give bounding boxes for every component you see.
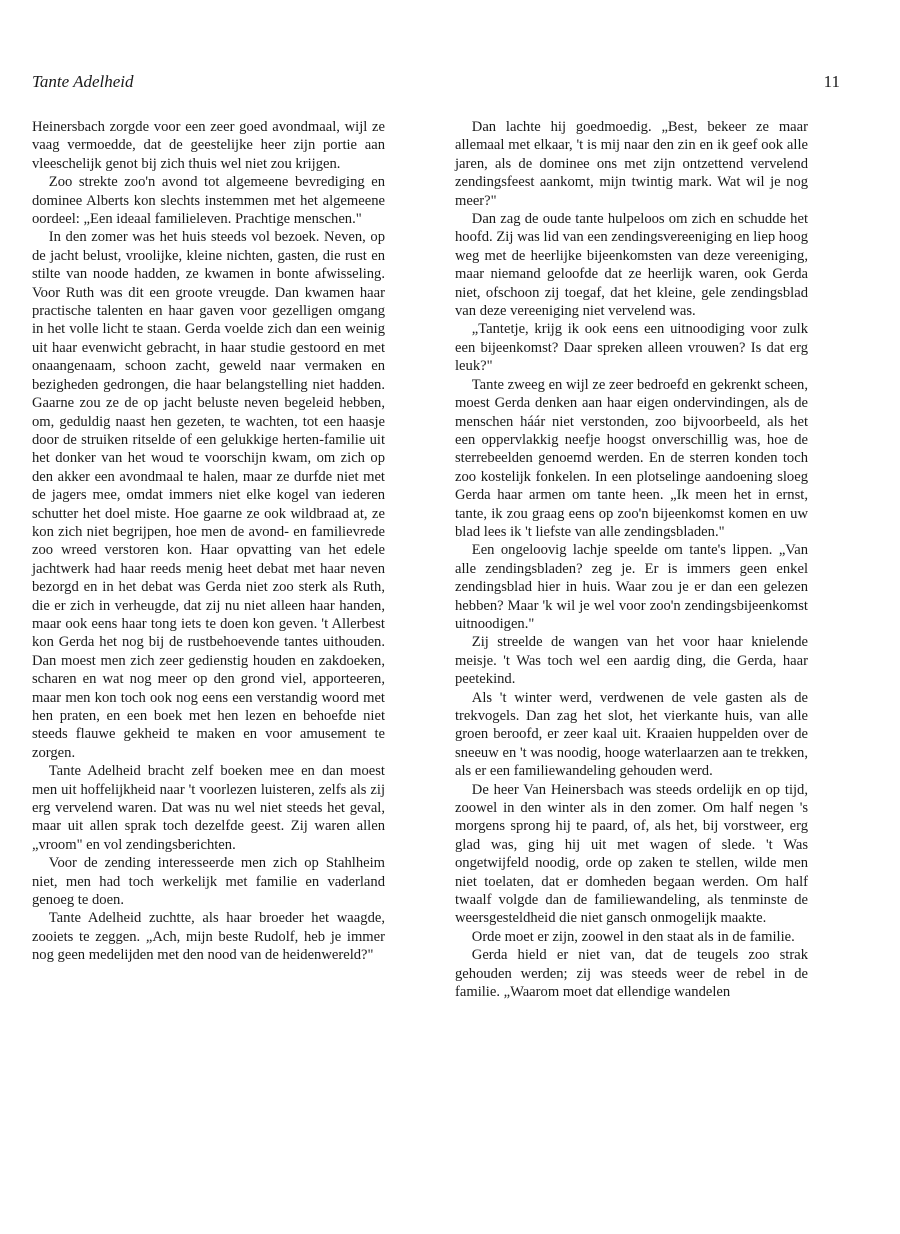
paragraph: Tante Adelheid bracht zelf boeken mee en dan moest men uit hoffelijkheid naar 't voorlezen luisteren, zelfs als zij erg vervelend waren. Dat was nu wel niet steeds het geval, maar uit allen sprak toch dezelfde geest. Zij waren allen „vroom" en vol zendingsberichten. (32, 763, 385, 853)
paragraph: Tante zweeg en wijl ze zeer bedroefd en gekrenkt scheen, moest Gerda denken aan haar eigen ondervindingen, als de menschen háár niet verstonden, zoo bijvoorbeeld, als het een oppervlakkig neefje hoogst onverschillig was, hoe de sterrebeelden genoemd werden. En de sterren konden toch zoo kostelijk fonkelen. In een plotselinge aandoening sloeg Gerda haar armen om tante heen. „Ik meen het in ernst, tante, ik zou graag eens op zoo'n bijeenkomst komen en uw blad lees ik 't liefste van alle zendingsbladen." (455, 376, 808, 540)
paragraph: Voor de zending interesseerde men zich op Stahlheim niet, men had toch werkelijk met familie en vaderland genoeg te doen. (32, 855, 385, 909)
paragraph: Gerda hield er niet van, dat de teugels zoo strak gehouden werden; zij was steeds weer de rebel in de familie. „Waarom moet dat ellendige wandelen (455, 947, 808, 1001)
left-column (32, 118, 385, 965)
right-column (455, 118, 808, 1002)
page-number: 11 (823, 72, 840, 91)
paragraph: De heer Van Heinersbach was steeds ordelijk en op tijd, zoowel in den winter als in den zomer. Om half negen 's morgens sprong hij te paard, of, als het, bij vorstweer, erg glad was, ging hij uit met wagen of slede. 't Was ongetwijfeld noodig, orde op zaken te stellen, wilde men niet toelaten, dat er domheden begaan werden. Om half twaalf volgde dan de familiewandeling, als tenminste de weersgesteldheid die niet gansch onmogelijk maakte. (455, 781, 808, 927)
paragraph: Orde moet er zijn, zoowel in den staat als in de familie. (471, 928, 795, 945)
paragraph: Zij streelde de wangen van het voor haar knielende meisje. 't Was toch wel een aardig ding, die Gerda, haar peetekind. (455, 634, 808, 688)
paragraph: Als 't winter werd, verdwenen de vele gasten als de trekvogels. Dan zag het slot, het vierkante huis, van alle groen beroofd, er zeer kaal uit. Kraaien huppelden over de sneeuw en 't was noodig, hooge waterlaarzen aan te trekken, als er een familiewandeling gehouden werd. (455, 689, 808, 780)
paragraph: In den zomer was het huis steeds vol bezoek. Neven, op de jacht belust, vroolijke, kleine nichten, gasten, die rust en stilte van noode hadden, ze kwamen in bonte afwisseling. Voor Ruth was dit een groote vreugde. Dan kwamen haar practische talenten en haar gaven voor gezelligen omgang in het volle licht te staan. Gerda voelde zich dan een weinig uit haar evenwicht gebracht, in haar studie gestoord en met onaangenaam, schoon zacht, geweld naar vermaken en bezigheden gedrongen, die haar belangstelling niet hadden. Gaarne zou ze de op jacht beluste neven begeleid hebben, om, geduldig naast hen gezeten, te wachten, tot een haasje door de struiken ritselde of een gelukkige herten-familie uit het donker van het woud te voorschijn kwam, om zich op den akker een avondmaal te halen, maar ze durfde niet met de jagers mee, omdat immers niet elke kogel van iederen schutter het doel miste. Hoe gaarne ze ook wildbraad at, ze kon zich niet begrijpen, hoe men de avond- en familievrede zoo wreed verstoren kon. Haar opvatting van het edele jachtwerk had haar reeds menig heet debat met haar neven bezorgd en in het debat was Gerda niet zoo sterk als Ruth, die er zich in verheugde, dat zij nu niet alleen haar handen, maar ook eens haar tong iets te doen kon geven. 't Allerbest kon Gerda het nog bij de rustbehoevende tantes uithouden. Dan moest men zich zeer gedienstig houden en zakdoeken, scharen en wat nog meer op den grond viel, apporteeren, maar men kon toch ook nog eens een verstandig woord met hen praten, en een boek met hen lezen en behoefde niet steeds flauwe gekheid te maken en voor amusement te zorgen. (32, 229, 385, 761)
paragraph: Heinersbach zorgde voor een zeer goed avondmaal, wijl ze vaag vermoedde, dat de geestelijke heer zijn portie aan vleeschelijk genot bij zich thuis wel niet zou krijgen. (32, 119, 385, 172)
paragraph: Tante Adelheid zuchtte, als haar broeder het waagde, zooiets te zeggen. „Ach, mijn beste Rudolf, heb je immer nog geen medelijden met den nood van de heidenwereld?" (32, 910, 385, 964)
running-head-title: Tante Adelheid (32, 72, 134, 91)
paragraph: Dan zag de oude tante hulpeloos om zich en schudde het hoofd. Zij was lid van een zendingsvereeniging en liep hoog weg met de heerlijke bijeenkomsten van deze vereeniging, maar niemand geloofde dat ze heerlijk waren, ook Gerda niet, ofschoon zij toegaf, dat het kleine, gele zendingsblad van deze vereeniging niet vervelend was. (455, 211, 808, 320)
paragraph: Een ongeloovig lachje speelde om tante's lippen. „Van alle zendingsbladen? zeg je. Er is immers geen enkel zendingsblad hier in huis. Waar zou je er dan een gelezen hebben? Maar 'k wil je wel voor zoo'n zendingsbijeenkomst uitnoodigen." (455, 542, 808, 632)
running-head (32, 72, 840, 92)
paragraph: Zoo strekte zoo'n avond tot algemeene bevrediging en dominee Alberts kon slechts instemmen met het algemeene oordeel: „Een ideaal familieleven. Prachtige menschen." (32, 174, 385, 228)
paragraph: „Tantetje, krijg ik ook eens een uitnoodiging voor zulk een bijeenkomst? Daar spreken alleen vrouwen? Is dat erg leuk?" (455, 321, 808, 375)
paragraph: Dan lachte hij goedmoedig. „Best, bekeer ze maar allemaal met elkaar, 't is mij naar den zin en ik geef ook alle jaren, als de dominee ons met zijn ontzettend vervelend zendingsfeest aankomt, mijn twintig mark. Wat wil je nog meer?" (455, 119, 808, 209)
